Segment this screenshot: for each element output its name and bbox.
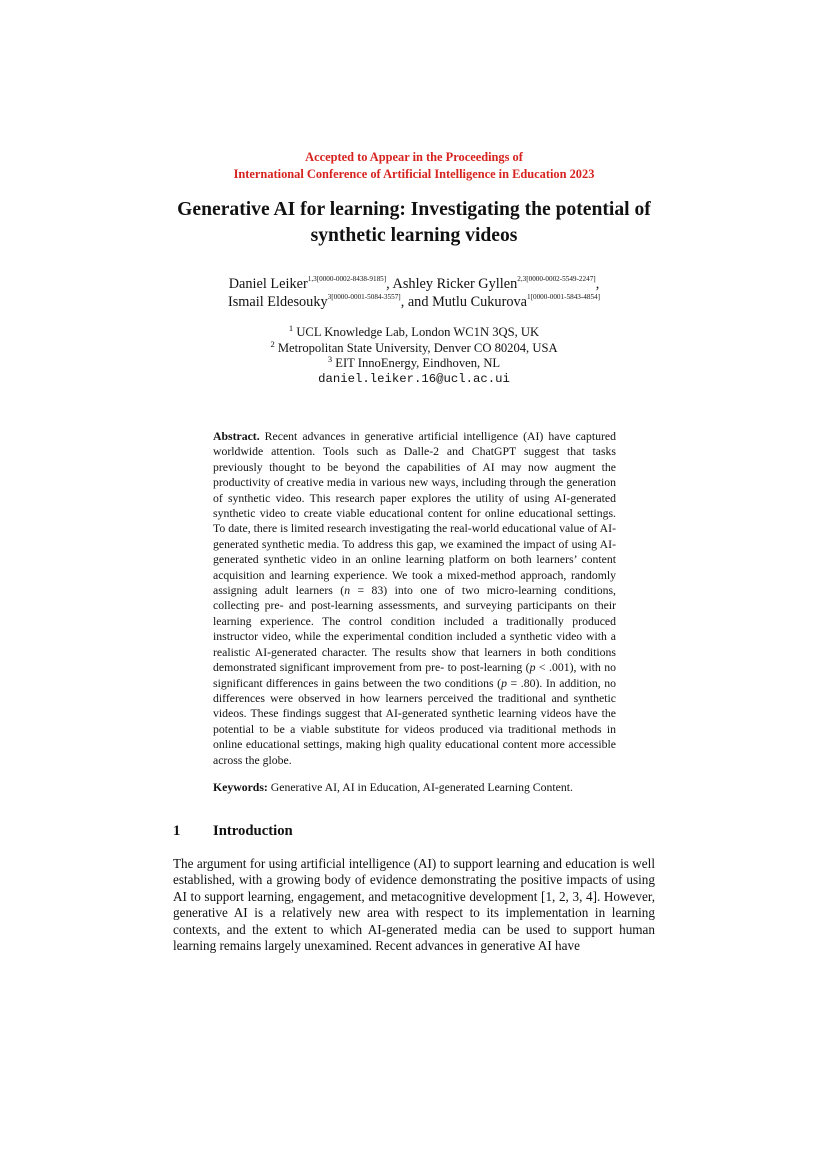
affiliation-item [150,325,678,341]
acceptance-notice-line-1: Accepted to Appear in the Proceedings of [305,150,523,164]
affiliation-number: 3 [327,354,333,365]
author-affiliation-orcid: 2,3[0000-0002-5549-2247] [517,275,596,283]
author-separator: , [595,276,600,292]
paper-title-line-2: synthetic learning videos [310,225,518,246]
abstract-text-part: = 83) into one of two micro-learning conditions, collecting pre- and post-learning assessments, and surveying participants on their learning experience. The control condition included a traditionally produced instructor video, while the experimental condition included a synthetic video with a realistic AI-generated character. The results show that learners in both conditions demonstrated significant improvement from pre- to post-learning ( [213,584,616,675]
introduction-paragraph: The argument for using artificial intelligence (AI) to support learning and education is well established, with a growing body of evidence demonstrating the positive impacts of using AI to support learning, engagement, and metacognitive development [1, 2, 3, 4]. However, generative AI is a relatively new area with respect to its implementation in learning contexts, and the extent to which AI-generated media can be used to support human learning remains largely unexamined. Recent advances in generative AI have [173,856,655,954]
abstract-text-part: = .80). In addition, no differences were observed in how learners perceived the traditional and synthetic videos. These findings suggest that AI-generated synthetic learning videos have the potential to be a viable substitute for videos produced via traditional methods in online educational settings, making high quality educational content more accessible across the globe. [213,676,616,767]
affiliation-text: EIT InnoEnergy, Eindhoven, NL [332,356,501,371]
author-name: Ashley Ricker Gyllen [392,276,518,292]
author-line-2 [150,294,678,312]
keywords-text: Generative AI, AI in Education, AI-generated Learning Content. [267,781,573,794]
affiliation-list [150,325,678,388]
author-affiliation-orcid: 1,3[0000-0002-8438-9185] [307,275,387,283]
abstract-text-part: Recent advances in generative artificial intelligence (AI) have captured worldwide attention. Tools such as Dalle-2 and ChatGPT suggest that tasks previously thought to be beyond the capabilities of AI may now augment the productivity of creative media in various new ways, including through the generation of synthetic video. This research paper explores the utility of using AI-generated synthetic video to create viable educational content for online educational settings. To date, there is limited research investigating the real-world educational value of AI-generated synthetic media. To address this gap, we examined the impact of using AI-generated synthetic video in an online learning platform on both learners’ content acquisition and learning experience. We took a mixed-method approach, randomly assigning adult learners ( [213,430,616,598]
affiliation-text: Metropolitan State University, Denver CO 80204, USA [274,340,558,355]
acceptance-notice-line-2: International Conference of Artificial Intelligence in Education 2023 [233,167,595,181]
author-name: Ismail Eldesouky [227,293,328,310]
section-heading [173,822,293,840]
acceptance-notice [0,149,828,183]
author-line-1 [150,276,678,294]
section-number: 1 [173,823,181,839]
affiliation-text: UCL Knowledge Lab, London WC1N 3QS, UK [293,325,540,339]
author-name: Daniel Leiker [228,276,308,292]
section-title: Introduction [213,823,293,839]
keywords [213,780,616,795]
keywords-label: Keywords: [213,781,268,794]
contact-email: daniel.leiker.16@ucl.ac.ui [318,372,510,387]
author-name: Mutlu Cukurova [432,293,527,310]
author-separator: , and [400,293,433,310]
affiliation-number: 1 [288,323,294,333]
abstract [213,429,616,768]
affiliation-item [150,338,678,357]
sample-size-variable: n [344,584,351,598]
paper-title-line-1: Generative AI for learning: Investigating the potential of [177,199,651,220]
p-value-variable: p [529,661,536,675]
affiliation-number: 2 [270,338,275,349]
author-affiliation-orcid: 1[0000-0001-5843-4854] [526,292,601,301]
abstract-text-part: < .001), with no significant differences in gains between the two conditions ( [213,661,616,690]
paper-title [140,197,688,249]
author-list [150,276,678,311]
p-value-variable: p [501,676,507,690]
abstract-label: Abstract. [213,430,260,443]
author-affiliation-orcid: 3[0000-0001-5084-3557] [327,292,401,301]
author-separator: , [386,276,393,292]
affiliation-item [150,356,678,372]
